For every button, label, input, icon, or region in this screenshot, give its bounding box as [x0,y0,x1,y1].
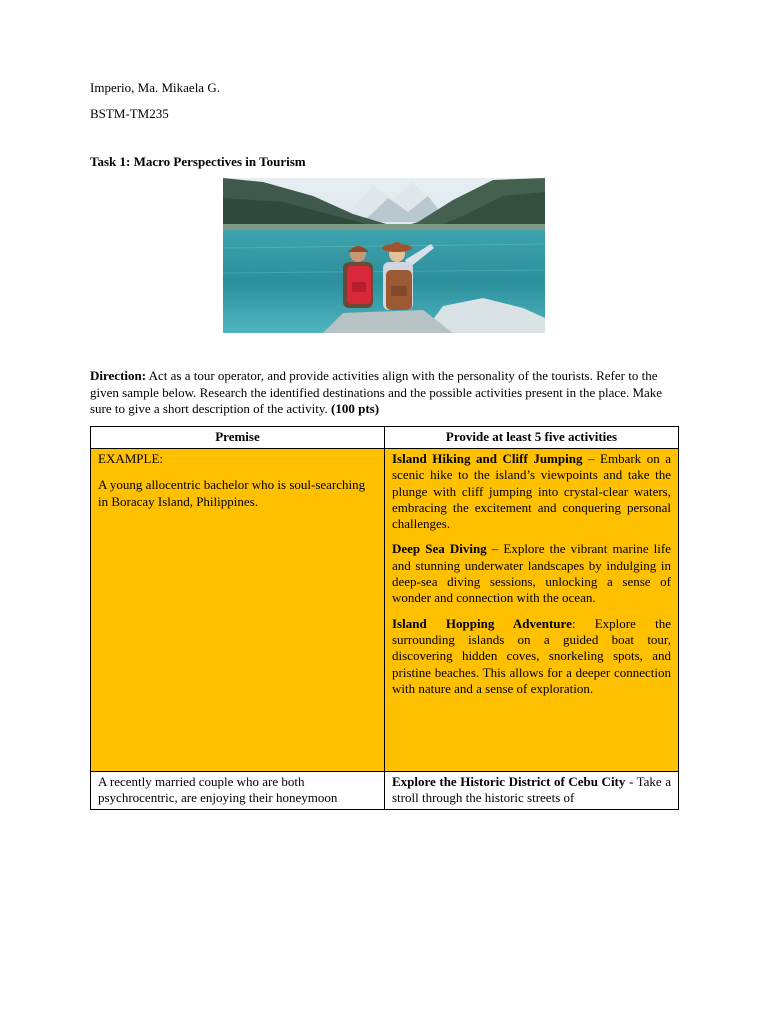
example-activities-cell [385,449,679,772]
row2-activities-cell: Explore the Historic District of Cebu City - Take a stroll through the historic streets of [385,772,679,810]
activity-item: Island Hopping Adventure: Explore the surrounding islands on a guided boat tour, discovering hidden coves, snorkeling spots, and pristine beaches. This allows for a deeper connection with nature and a sense of exploration. [392,615,671,696]
activity-description: Explore the surrounding islands on a guided boat tour, discovering hidden coves, snorkeling spots, and pristine beaches. This allows for a deeper connection with nature and a sense of exploration. [392,615,671,696]
travel-photo [223,178,545,333]
activity-description: Take a stroll through the historic streets of [392,774,671,806]
direction-paragraph [90,368,680,418]
table-row [91,449,679,772]
direction-label: Direction: [90,368,147,383]
activity-name: Island Hiking and Cliff Jumping [392,451,583,466]
points-label: (100 pts) [331,401,380,416]
activity-description: Explore the vibrant marine life and stunning underwater landscapes by indulging in deep-sea diving sessions, unlocking a sense of wonder and connection with the ocean. [392,541,672,606]
activity-description: Embark on a scenic hike to the island’s viewpoints and take the plunge with cliff jumping into crystal-clear waters, embracing the excitement and conquering personal challenges. [392,451,672,532]
table-header-row [91,427,679,449]
activity-name: Explore the Historic District of Cebu City [392,774,626,789]
row2-premise: A recently married couple who are both psychrocentric, are enjoying their honeymoon [91,772,385,810]
activity-item: Deep Sea Diving – Explore the vibrant marine life and stunning underwater landscapes by indulging in deep-sea diving sessions, unlocking a sense of wonder and connection with the ocean. [392,541,672,606]
direction-text: Act as a tour operator, and provide activities align with the personality of the tourists. Refer to the given sample below. Research the identified destinations and the possible activities present in the place. Make sure to give a short description of the activity. [90,368,663,416]
table-row [91,772,679,810]
example-premise-cell [91,449,385,772]
author-name: Imperio, Ma. Mikaela G. [90,80,220,95]
example-label: EXAMPLE: [98,451,163,466]
activity-name: Deep Sea Diving [392,541,487,557]
example-premise: A young allocentric bachelor who is soul-searching in Boracay Island, Philippines. [98,477,366,509]
task-title: Task 1: Macro Perspectives in Tourism [90,154,306,169]
header-activities: Provide at least 5 five activities [385,427,679,449]
header-premise: Premise [91,427,385,449]
course-code: BSTM-TM235 [90,106,169,121]
activity-item: Island Hiking and Cliff Jumping – Embark on a scenic hike to the island’s viewpoints and take the plunge with cliff jumping into crystal-clear waters, embracing the excitement and conquering personal challenges. [392,451,672,532]
activity-name: Island Hopping Adventure [392,615,572,631]
activities-table [90,426,679,810]
